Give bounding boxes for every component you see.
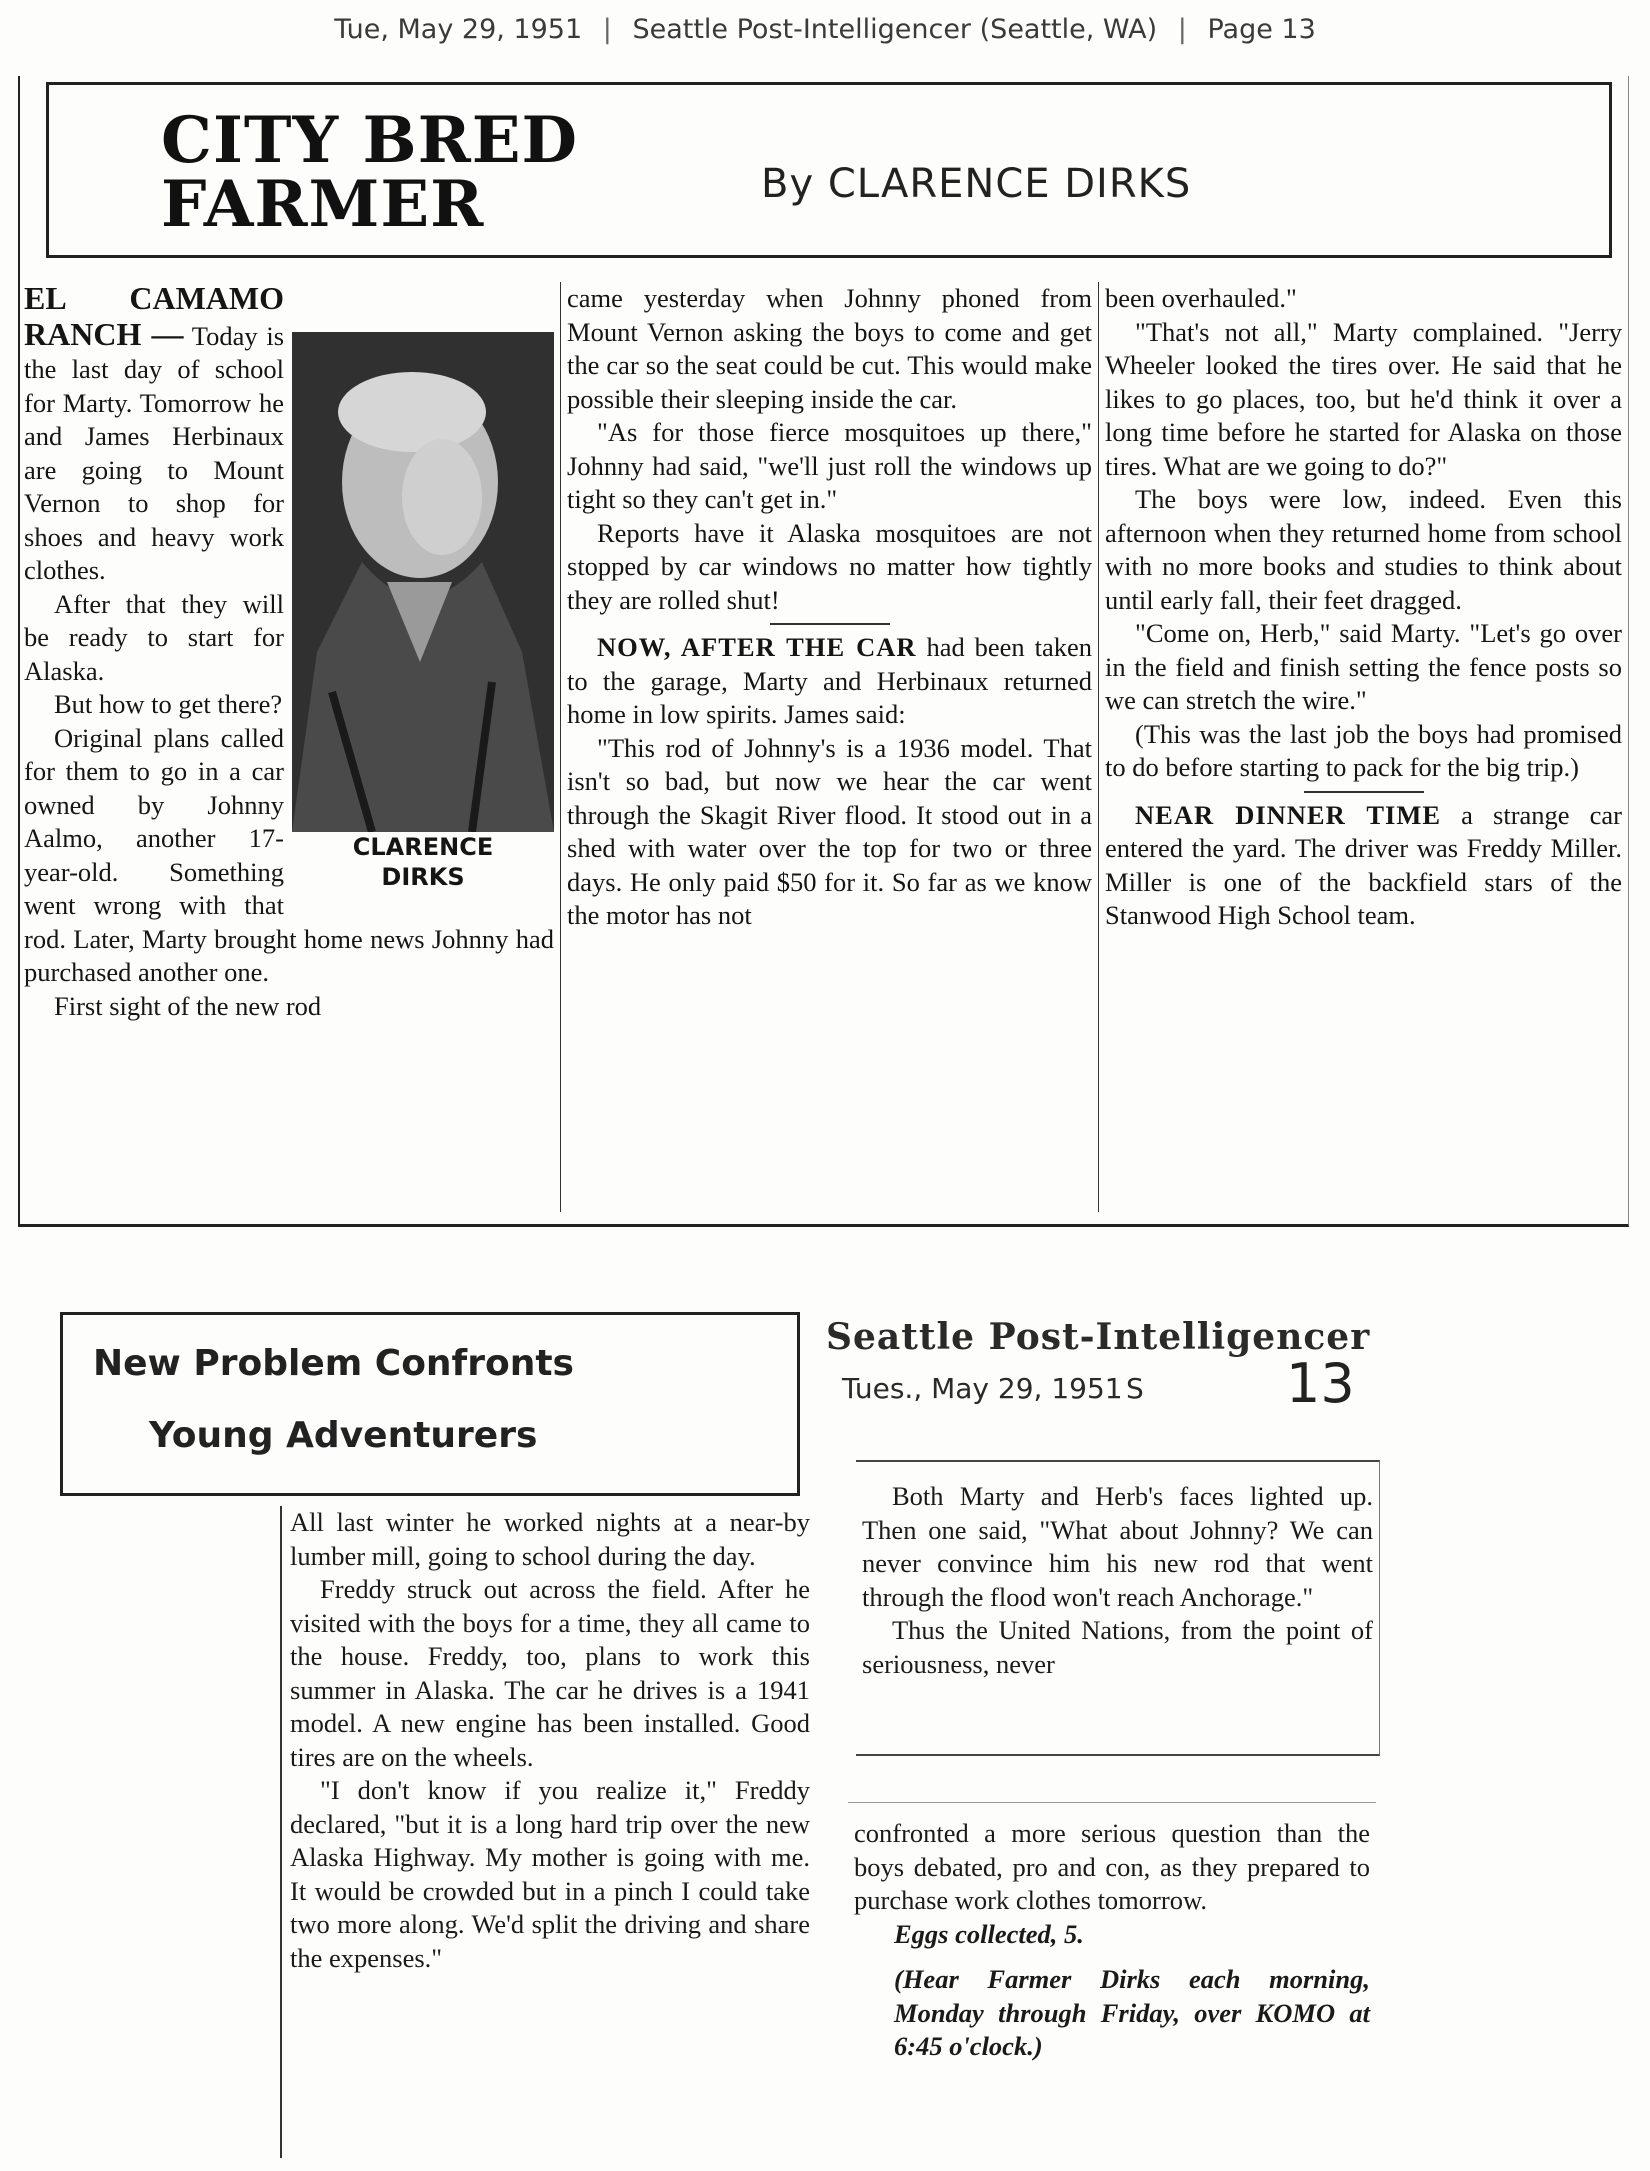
masthead-date: Tues., May 29, 1951 xyxy=(842,1372,1123,1405)
headline-box xyxy=(46,82,1612,258)
author-portrait-image xyxy=(292,332,554,832)
article-column-1 xyxy=(24,282,554,1212)
headline-line: CITY BRED xyxy=(161,103,579,178)
paragraph: After that they will be ready to start for Alaska. xyxy=(24,588,284,686)
paragraph: But how to get there? xyxy=(54,689,283,719)
paragraph: Both Marty and Herb's faces lighted up. Then one said, "What about Johnny? We can never convince him his new rod that went through the flood won't reach Anchorage." xyxy=(862,1481,1373,1612)
source-page: Page 13 xyxy=(1207,14,1316,45)
byline: By CLARENCE DIRKS xyxy=(761,161,1192,207)
section-rule xyxy=(770,623,890,625)
paragraph: First sight of the new rod xyxy=(54,990,322,1021)
paragraph: came yesterday when Johnny phoned from Mount Vernon asking the boys to come and get the car so the seat could be cut. This would make possible their sleeping inside the car. xyxy=(567,283,1092,414)
ending-clipping-2 xyxy=(848,1802,1376,2062)
newspaper-masthead xyxy=(826,1290,1376,1440)
source-separator: | xyxy=(602,14,612,45)
continuation-headline-box xyxy=(60,1312,800,1496)
ending-clipping-1 xyxy=(856,1460,1380,1756)
paragraph: confronted a more serious question than the boys debated, pro and con, as they prepared to purchase work clothes tomorrow. xyxy=(854,1818,1370,1915)
paragraph: Thus the United Nations, from the point of seriousness, never xyxy=(862,1615,1373,1679)
paragraph: "I don't know if you realize it," Freddy declared, "but it is a long hard trip over the new Alaska Highway. My mother is going with me. It would be crowded but in a pinch I could take two more along. We'd split the driving and share the expenses." xyxy=(290,1775,810,1973)
caption-line: CLARENCE xyxy=(352,833,494,861)
eggs-collected: Eggs collected, 5. xyxy=(894,1918,1084,1949)
paragraph: been overhauled." xyxy=(1105,283,1297,313)
source-separator: | xyxy=(1177,14,1187,45)
source-date: Tue, May 29, 1951 xyxy=(334,14,583,45)
source-location: (Seattle, WA) xyxy=(979,14,1158,45)
continuation-body xyxy=(280,1506,810,2158)
source-bar xyxy=(0,14,1650,45)
masthead-page: 13 xyxy=(1286,1352,1355,1415)
section-rule xyxy=(1304,791,1424,793)
article-column-3 xyxy=(1098,282,1622,1212)
paragraph: "That's not all," Marty complained. "Jerry Wheeler looked the tires over. He said that he likes to go places, too, but he'd think it over a long time before he started for Alaska on those tires. What are we going to do?" xyxy=(1105,316,1622,481)
paragraph: Freddy struck out across the field. After he visited with the boys for a time, they all came to the house. Freddy, too, plans to work this summer in Alaska. The car he drives is a 1941 model. A new engine has been installed. Good tires are on the wheels. xyxy=(290,1574,810,1772)
paragraph: NOW, AFTER THE CAR had been taken to the garage, Marty and Herbinaux returned home in low spirits. James said: xyxy=(567,632,1092,729)
dateline: EL CAMAMO RANCH — xyxy=(24,282,284,352)
headline-line: FARMER xyxy=(161,167,485,242)
source-paper: Seattle Post-Intelligencer xyxy=(632,14,972,45)
article-column-2 xyxy=(560,282,1092,1212)
photo-caption xyxy=(292,832,554,892)
continuation-headline-line: Young Adventurers xyxy=(149,1415,538,1456)
subhead: NEAR DINNER TIME xyxy=(1135,799,1442,830)
paragraph: Reports have it Alaska mosquitoes are not stopped by car windows no matter how tightly they are rolled shut! xyxy=(567,517,1092,615)
masthead-paper-name: Seattle Post-Intelligencer xyxy=(826,1316,1371,1358)
paragraph: Original plans called for them to go in a car owned by Johnny Aalmo, another 17-year-old. Something went wrong with that rod. Later, Marty brought home news Johnny had purchased another one. xyxy=(24,722,554,987)
paragraph: NEAR DINNER TIME a strange car entered the yard. The driver was Freddy Miller. Miller is one of the backfield stars of the Stanwood High School team. xyxy=(1105,799,1622,930)
paragraph: (This was the last job the boys had promised to do before starting to pack for the big trip.) xyxy=(1105,718,1622,782)
column-headline xyxy=(161,103,621,242)
paragraph: "Come on, Herb," said Marty. "Let's go over in the field and finish setting the fence posts so we can stretch the wire." xyxy=(1105,618,1622,715)
author-photo xyxy=(292,332,554,892)
paragraph: EL CAMAMO RANCH — Today is the last day of school for Marty. Tomorrow he and James Herbinaux are going to Mount Vernon to shop for shoes and heavy work clothes. xyxy=(24,282,285,585)
paragraph: The boys were low, indeed. Even this afternoon when they returned home from school with no more books and studies to think about until early fall, their feet dragged. xyxy=(1105,484,1622,615)
masthead-section: S xyxy=(1126,1372,1144,1405)
main-clipping xyxy=(18,76,1629,1227)
subhead: NOW, AFTER THE CAR xyxy=(597,632,917,662)
paragraph: "This rod of Johnny's is a 1936 model. That isn't so bad, but now we hear the car went through the Skagit River flood. It stood out in a shed with water over the top for two or three days. He only paid $50 for it. So far as we know the motor has not xyxy=(567,732,1092,930)
radio-promo: (Hear Farmer Dirks each morning, Monday through Friday, over KOMO at 6:45 o'clock.) xyxy=(894,1964,1370,2061)
paragraph: All last winter he worked nights at a near-by lumber mill, going to school during the day. xyxy=(290,1507,810,1571)
caption-line: DIRKS xyxy=(381,863,465,891)
paragraph: "As for those fierce mosquitoes up there," Johnny had said, "we'll just roll the windows up tight so they can't get in." xyxy=(567,417,1092,514)
continuation-headline-line: New Problem Confronts xyxy=(93,1343,574,1384)
